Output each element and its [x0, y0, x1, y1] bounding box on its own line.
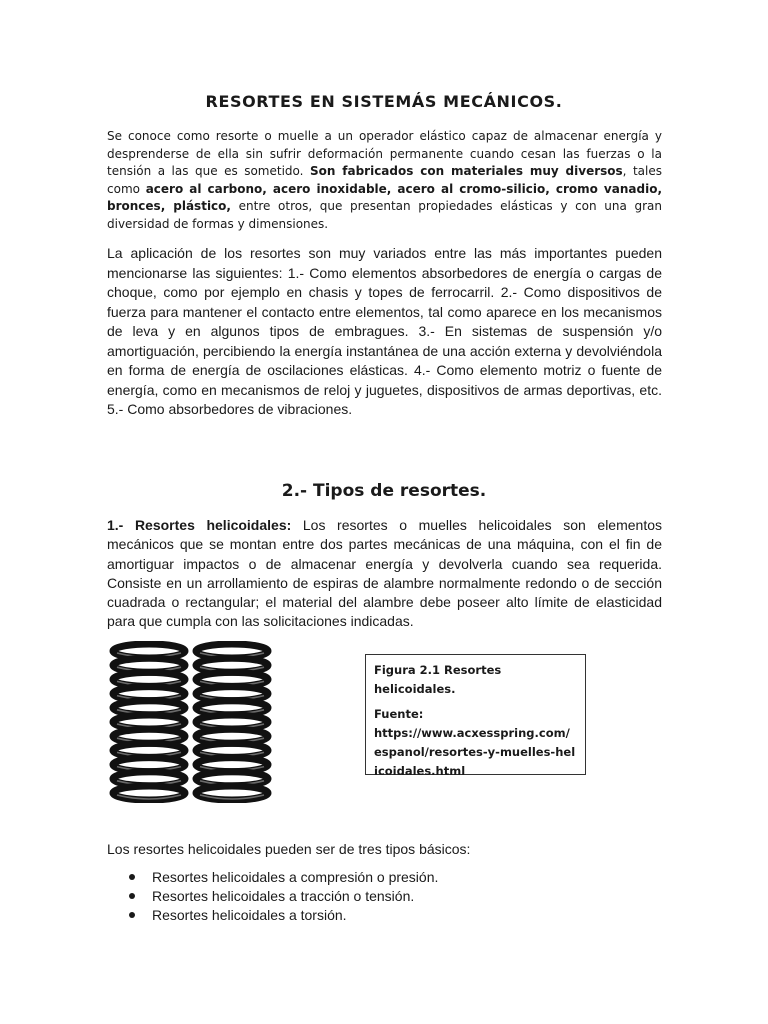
spring-types-list: [129, 868, 438, 925]
figure-source-url: https://www.acxesspring.com/espanol/resortes-y-muelles-helicoidales.html: [374, 726, 576, 778]
types-intro-text: Los resortes helicoidales pueden ser de tres tipos básicos:: [107, 841, 471, 857]
section-title-tipos: 2.- Tipos de resortes.: [281, 481, 487, 501]
intro-text-2: , tales como: [107, 164, 663, 196]
intro-bold-material-list: acero al carbono, acero inoxidable, acero al cromo-silicio, cromo vanadio, bronces, plástico,: [107, 181, 663, 214]
figure-caption: Figura 2.1 Resortes helicoidales.: [374, 663, 502, 696]
spring-right: [196, 644, 268, 800]
list-item: Resortes helicoidales a torsión.: [129, 906, 438, 925]
figure-caption-box: [365, 654, 586, 778]
list-item: Resortes helicoidales a compresión o presión.: [129, 868, 438, 887]
figure-source-label: Fuente:: [374, 707, 424, 721]
applications-paragraph: La aplicación de los resortes son muy variados entre las más importantes pueden mencionarse las siguientes: 1.- Como elementos absorbedores de energía o cargas de choque, como por ejemplo en chasis y topes de ferrocarril. 2.- Como dispositivos de fuerza para mantener el contacto entre elementos, tal como aparece en los mecanismos de leva y en algunos tipos de embragues. 3.- En sistemas de suspensión y/o amortiguación, percibiendo la energía instantánea de una acción externa y devolviéndola en forma de energía de oscilaciones elásticas. 4.- Como elemento motriz o fuente de energía, como en mecanismos de reloj y juguetes, dispositivos de armas deportivas, etc. 5.- Como absorbedores de vibraciones.: [107, 245, 662, 417]
helical-springs-text: Los resortes o muelles helicoidales son elementos mecánicos que se montan entre dos partes mecánicas de una máquina, con el fin de amortiguar impactos o de almacenar energía y devolverla cuando sea requerida. Consiste en un arrollamiento de espiras de alambre normalmente redondo o de sección cuadrada o rectangular; el material del alambre debe poseer alto límite de elasticidad para que cumpla con las solicitaciones indicadas.: [107, 517, 662, 630]
helical-springs-paragraph: [107, 516, 662, 632]
intro-text-3: entre otros, que presentan propiedades elásticas y con una gran diversidad de formas y dimensiones.: [107, 199, 663, 231]
list-item: Resortes helicoidales a tracción o tensión.: [129, 887, 438, 906]
intro-bold-materials: Son fabricados con materiales muy diversos: [309, 164, 623, 179]
helical-springs-image: [108, 641, 274, 803]
document-title: RESORTES EN SISTEMÁS MECÁNICOS.: [205, 92, 563, 111]
intro-text-1: Se conoce como resorte o muelle a un operador elástico capaz de almacenar energía y desprenderse de ella sin sufrir deformación permanente cuando cesan las fuerzas o la tensión a las que es sometido.: [107, 129, 662, 179]
spring-left: [113, 644, 185, 800]
intro-paragraph: [107, 128, 662, 234]
helical-springs-lead: 1.- Resortes helicoidales:: [107, 517, 292, 533]
